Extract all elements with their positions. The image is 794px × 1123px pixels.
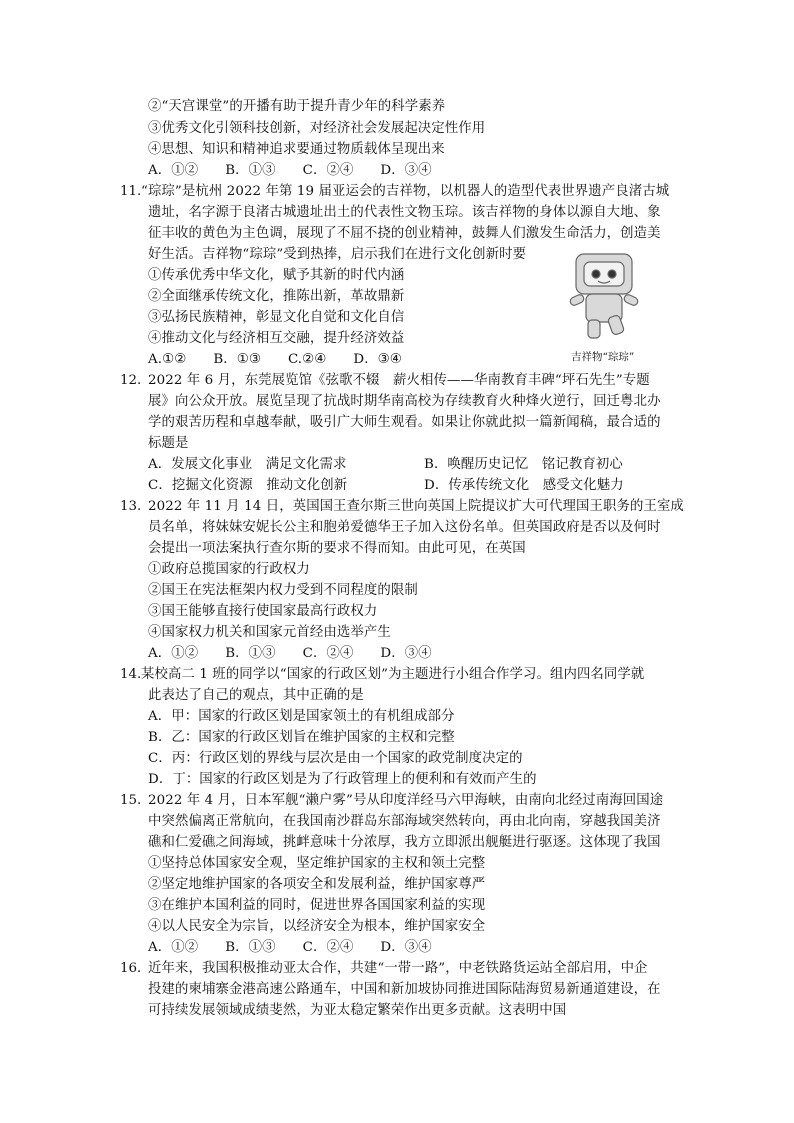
q13-stem-line-3: 会提出一项法案执行查尔斯的要求不得而知。由此可见，在英国 [148,541,526,556]
q16-number: 16． [120,961,151,976]
q13-option-2: ②国王在宪法框架内权力受到不同程度的限制 [148,583,418,598]
q13-number: 13. [120,499,142,514]
mascot-illustration [556,250,652,342]
q14-option-a: A．甲：国家的行政区划是国家领土的有机组成部分 [148,709,455,724]
q12-stem-line-1: 2022 年 6 月，东莞展览馆《弦歌不辍 薪火相传——华南教育丰碑“坪石先生”专题 [148,373,650,388]
q11-number: 11. [120,184,142,199]
q14-stem-line-1: 某校高二 1 班的同学以“国家的行政区划”为主题进行小组合作学习。组内四名同学就 [141,667,645,682]
q11-stem-line-2: 遗址，名字源于良渚古城遗址出土的代表性文物玉琮。该吉祥物的身体以源自大地、象 [148,205,661,220]
q11-option-4: ④推动文化与经济相互交融，提升经济效益 [148,331,405,346]
q10-answers: A．①② B．①③ C．②④ D．③④ [148,163,432,178]
q12-option-d: D．传承传统文化 感受文化魅力 [424,478,624,493]
q13-option-1: ①政府总揽国家的行政权力 [148,562,310,577]
q14-option-d: D．丁：国家的行政区划是为了行政管理上的便利和有效而产生的 [148,772,537,787]
q11-option-1: ①传承优秀中华文化，赋予其新的时代内涵 [148,268,405,283]
q12-stem-line-3: 学的艰苦历程和卓越奉献，吸引广大师生观看。如果让你就此拟一篇新闻稿，最合适的 [148,415,661,430]
q16-stem-line-3: 可持续发展领域成绩斐然，为亚太稳定繁荣作出更多贡献。这表明中国 [148,1003,567,1018]
q10-option-3: ③优秀文化引领科技创新，对经济社会发展起决定性作用 [148,121,486,136]
q14-number: 14. [120,667,142,682]
q14-stem-line-2: 此表达了自己的观点，其中正确的是 [148,688,364,703]
q15-option-3: ③在维护本国利益的同时，促进世界各国国家利益的实现 [148,898,486,913]
q11-option-3: ③弘扬民族精神，彰显文化自觉和文化自信 [148,310,405,325]
q12-option-a: A．发展文化事业 满足文化需求 [148,457,347,472]
q10-option-2: ②“天宫课堂”的开播有助于提升青少年的科学素养 [148,99,446,114]
q16-stem-line-2: 投建的柬埔寨金港高速公路通车，中国和新加坡协同推进国际陆海贸易新通道建设，在 [148,982,661,997]
q13-stem-line-1: 2022 年 11 月 14 日，英国国王查尔斯三世向英国上院提议扩大可代理国王职务的王室成 [148,499,684,514]
q15-number: 15. [120,793,142,808]
q11-answers: A.①② B．①③ C.②④ D．③④ [148,352,402,367]
q13-answers: A．①② B．①③ C．②④ D．③④ [148,646,432,661]
q15-stem-line-1: 2022 年 4 月，日本军舰“濑户雾”号从印度洋经马六甲海峡，由南向北经过南海回国途 [148,793,664,808]
q12-stem-line-4: 标题是 [148,436,189,451]
q11-stem-line-3: 征丰收的黄色为主色调，展现了不屈不挠的创业精神，鼓舞人们激发生命活力，创造美 [148,226,661,241]
q10-option-4: ④思想、知识和精神追求要通过物质载体呈现出来 [148,142,445,157]
q13-stem-line-2: 员名单，将妹妹安妮长公主和胞弟爱德华王子加入这份名单。但英国政府是否以及何时 [148,520,661,535]
q15-option-2: ②坚定地维护国家的各项安全和发展利益，维护国家尊严 [148,877,486,892]
q13-option-4: ④国家权力机关和国家元首经由选举产生 [148,625,391,640]
q13-option-3: ③国王能够直接行使国家最高行政权力 [148,604,378,619]
q12-stem-line-2: 展》向公众开放。展览呈现了抗战时期华南高校为存续教育火种烽火逆行，回迁粤北办 [148,394,661,409]
q15-option-1: ①坚持总体国家安全观，坚定维护国家的主权和领土完整 [148,856,486,871]
q11-stem-line-4: 好生活。吉祥物“琮琮”受到热捧，启示我们在进行文化创新时要 [148,247,527,262]
q14-option-c: C．丙：行政区划的界线与层次是由一个国家的政党制度决定的 [148,751,523,766]
q15-option-4: ④以人民安全为宗旨，以经济安全为根本，维护国家安全 [148,919,486,934]
q11-stem-line-1: “琮琮”是杭州 2022 年第 19 届亚运会的吉祥物，以机器人的造型代表世界遗产良渚古城 [141,184,670,199]
q11-option-2: ②全面继承传统文化，推陈出新，革故鼎新 [148,289,405,304]
mascot-caption: 吉祥物“琮琮” [571,351,635,363]
q16-stem-line-1: 近年来，我国积极推动亚太合作，共建“一带一路”，中老铁路货运站全部启用，中企 [148,961,648,976]
q12-option-c: C．挖掘文化资源 推动文化创新 [148,478,348,493]
q12-option-b: B．唤醒历史记忆 铭记教育初心 [424,457,623,472]
q15-answers: A．①② B．①③ C．②④ D．③④ [148,940,432,955]
q12-number: 12. [120,373,142,388]
q14-option-b: B．乙：国家的行政区划旨在维护国家的主权和完整 [148,730,455,745]
q15-stem-line-3: 礁和仁爱礁之间海域，挑衅意味十分浓厚，我方立即派出舰艇进行驱逐。这体现了我国 [148,835,661,850]
q15-stem-line-2: 中突然偏离正常航向，在我国南沙群岛东部海域突然转向，再由北向南，穿越我国美济 [148,814,661,829]
